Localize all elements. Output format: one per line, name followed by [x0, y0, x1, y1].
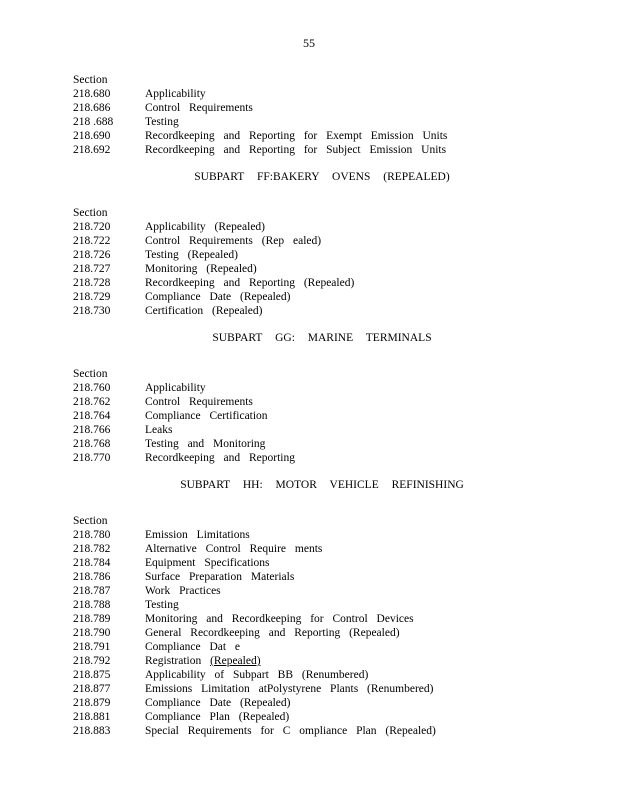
section-title: Compliance Plan (Repealed): [145, 711, 290, 723]
section-title: Surface Preparation Materials: [145, 571, 295, 583]
section-number: 218.780: [73, 529, 111, 541]
section-title: Compliance Date (Repealed): [145, 697, 291, 709]
section-number: 218.730: [73, 305, 111, 317]
section-number: 218.680: [73, 88, 111, 100]
section-number: 218.875: [73, 669, 111, 681]
section-number: 218.727: [73, 263, 111, 275]
section-title: Testing and Monitoring: [145, 438, 266, 450]
list-item: [73, 542, 553, 556]
section-title: Emissions Limitation atPolystyrene Plants (Renumbered): [145, 683, 434, 695]
section-title: Control Requirements: [145, 396, 253, 408]
section-title: Special Requirements for C ompliance Plan (Repealed): [145, 725, 436, 737]
section-number: 218.883: [73, 725, 111, 737]
section-title: Control Requirements (Rep ealed): [145, 235, 322, 247]
section-title: Applicability: [145, 88, 206, 100]
section-title-status: (Repealed): [210, 655, 261, 667]
section-number: 218.762: [73, 396, 111, 408]
section-title: Applicability of Subpart BB (Renumbered): [145, 669, 369, 681]
section-number: 218.877: [73, 683, 111, 695]
section-title: Emission Limitations: [145, 529, 250, 541]
section-number: 218.788: [73, 599, 111, 611]
section-title: Compliance Certification: [145, 410, 268, 422]
list-item: [73, 262, 553, 276]
section-number: 218.787: [73, 585, 111, 597]
list-item: [73, 101, 553, 115]
section-title: Monitoring (Repealed): [145, 263, 257, 275]
list-item: [73, 668, 553, 682]
section-title: Testing: [145, 599, 179, 611]
list-item: [73, 87, 553, 101]
list-item: [73, 556, 553, 570]
section-title: [145, 654, 553, 668]
list-item: [73, 276, 553, 290]
section-title: Monitoring and Recordkeeping for Control Devices: [145, 613, 414, 625]
list-item: [73, 304, 553, 318]
section-number: 218 .688: [73, 116, 114, 128]
subpart-heading: SUBPART FF:BAKERY OVENS (REPEALED): [194, 171, 450, 183]
section-block: [73, 367, 553, 465]
section-title: Work Practices: [145, 585, 221, 597]
section-block: [73, 514, 553, 738]
list-item: [73, 528, 553, 542]
section-number: 218.790: [73, 627, 111, 639]
section-label: Section: [73, 207, 108, 219]
list-item: [73, 437, 553, 451]
section-number: 218.786: [73, 571, 111, 583]
section-label: Section: [73, 368, 108, 380]
section-title: General Recordkeeping and Reporting (Repealed): [145, 627, 400, 639]
document-body: [73, 73, 553, 738]
section-title-text: Registration: [145, 655, 202, 667]
section-title: Testing: [145, 116, 179, 128]
list-item: [73, 220, 553, 234]
list-item: [73, 143, 553, 157]
section-title: Compliance Date (Repealed): [145, 291, 291, 303]
list-item: [73, 423, 553, 437]
section-number: 218.782: [73, 543, 111, 555]
section-number: 218.726: [73, 249, 111, 261]
section-number: 218.722: [73, 235, 111, 247]
page-number: 55: [303, 36, 315, 50]
section-title: Compliance Dat e: [145, 641, 241, 653]
list-item: [73, 724, 553, 738]
subpart-heading: SUBPART HH: MOTOR VEHICLE REFINISHING: [180, 479, 464, 491]
list-item: [73, 682, 553, 696]
list-item: [73, 248, 553, 262]
section-label: Section: [73, 74, 108, 86]
section-number: 218.728: [73, 277, 111, 289]
section-title: Control Requirements: [145, 102, 253, 114]
section-title: Testing (Repealed): [145, 249, 239, 261]
list-item: [73, 395, 553, 409]
section-number: 218.729: [73, 291, 111, 303]
section-label: Section: [73, 515, 108, 527]
list-item: [73, 626, 553, 640]
section-number: 218.768: [73, 438, 111, 450]
section-number: 218.784: [73, 557, 111, 569]
section-number: 218.791: [73, 641, 111, 653]
section-number: 218.766: [73, 424, 111, 436]
list-item: [73, 654, 553, 668]
section-number: 218.789: [73, 613, 111, 625]
section-title: Recordkeeping and Reporting: [145, 452, 295, 464]
section-title: Equipment Specifications: [145, 557, 270, 569]
section-number: 218.792: [73, 655, 111, 667]
list-item: [73, 640, 553, 654]
list-item: [73, 710, 553, 724]
section-number: 218.692: [73, 144, 111, 156]
section-title: Applicability (Repealed): [145, 221, 266, 233]
section-title: Leaks: [145, 424, 173, 436]
list-item: [73, 290, 553, 304]
section-number: 218.760: [73, 382, 111, 394]
list-item: [73, 129, 553, 143]
list-item: [73, 598, 553, 612]
list-item: [73, 234, 553, 248]
section-number: 218.720: [73, 221, 111, 233]
section-number: 218.690: [73, 130, 111, 142]
list-item: [73, 409, 553, 423]
list-item: [73, 696, 553, 710]
section-title: Alternative Control Require ments: [145, 543, 323, 555]
section-number: 218.770: [73, 452, 111, 464]
section-number: 218.879: [73, 697, 111, 709]
list-item: [73, 612, 553, 626]
section-block: [73, 206, 553, 318]
section-block: [73, 73, 553, 157]
list-item: [73, 381, 553, 395]
list-item: [73, 570, 553, 584]
section-title: Recordkeeping and Reporting (Repealed): [145, 277, 355, 289]
section-number: 218.686: [73, 102, 111, 114]
section-title: Recordkeeping and Reporting for Exempt Emission Units: [145, 130, 448, 142]
section-number: 218.881: [73, 711, 111, 723]
list-item: [73, 584, 553, 598]
section-title: Applicability: [145, 382, 206, 394]
section-title: Recordkeeping and Reporting for Subject Emission Units: [145, 144, 447, 156]
section-number: 218.764: [73, 410, 111, 422]
section-title: Certification (Repealed): [145, 305, 263, 317]
list-item: [73, 451, 553, 465]
subpart-heading: SUBPART GG: MARINE TERMINALS: [212, 332, 432, 344]
list-item: [73, 115, 553, 129]
